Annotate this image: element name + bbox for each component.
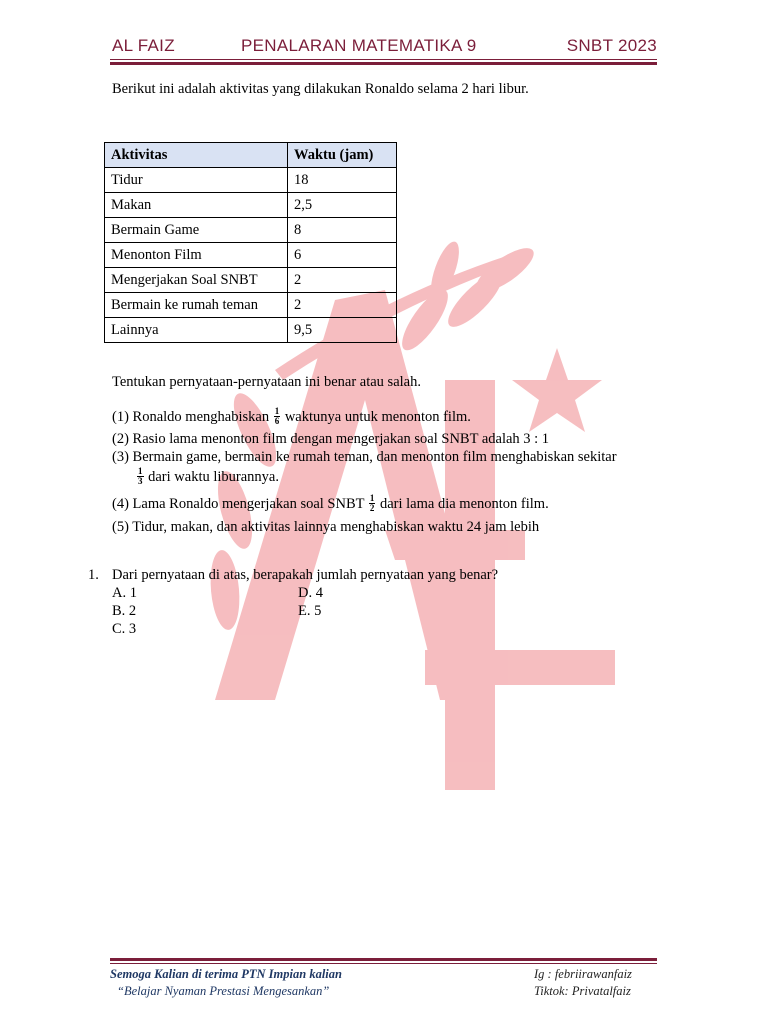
table-cell-activity: Mengerjakan Soal SNBT	[105, 268, 288, 293]
fraction: $\frac{1}{6}$	[274, 406, 280, 427]
instruction-text: Tentukan pernyataan-pernyataan ini benar atau salah.	[112, 374, 421, 390]
statement-text: Tidur, makan, dan aktivitas lainnya menghabiskan waktu 24 jam lebih	[132, 519, 540, 535]
intro-text: Berikut ini adalah aktivitas yang dilakukan Ronaldo selama 2 hari libur.	[112, 81, 529, 97]
header-title: PENALARAN MATEMATIKA 9	[241, 36, 477, 55]
statement-3	[112, 448, 617, 466]
question-text: Dari pernyataan di atas, berapakah jumlah pernyataan yang benar?	[112, 567, 499, 583]
table-header-time: Waktu (jam)	[288, 143, 397, 168]
page-header	[112, 34, 657, 58]
statement-number: (3)	[112, 449, 129, 465]
statement-text: dari lama dia menonton film.	[379, 496, 549, 512]
statement-5	[112, 518, 539, 536]
footer-rule-thin	[110, 963, 657, 964]
table-cell-activity: Bermain Game	[105, 218, 288, 243]
statement-text: dari waktu liburannya.	[148, 469, 279, 485]
option-e: E. 5	[298, 603, 322, 619]
footer-tiktok: Tiktok: Privatalfaiz	[534, 984, 631, 998]
header-rule-thin	[110, 59, 657, 60]
table-cell-time: 6	[288, 243, 397, 268]
statement-number: (4)	[112, 496, 129, 512]
footer-rule-thick	[110, 958, 657, 961]
table-cell-time: 2,5	[288, 193, 397, 218]
header-exam: SNBT 2023	[566, 36, 657, 55]
table-row	[105, 268, 397, 293]
option-a: A. 1	[112, 585, 137, 601]
statement-number: (5)	[112, 519, 129, 535]
table-cell-time: 2	[288, 293, 397, 318]
table-cell-activity: Menonton Film	[105, 243, 288, 268]
table-row	[105, 293, 397, 318]
table-cell-activity: Lainnya	[105, 318, 288, 343]
option-d: D. 4	[298, 585, 323, 601]
statement-text: Ronaldo menghabiskan	[132, 409, 270, 425]
statement-1	[112, 408, 471, 427]
footer-instagram: Ig : febriirawanfaiz	[534, 967, 632, 981]
statement-text: Lama Ronaldo mengerjakan soal SNBT	[132, 496, 365, 512]
option-b: B. 2	[112, 603, 137, 619]
table-header-activity: Aktivitas	[105, 143, 288, 168]
activity-table	[104, 142, 397, 343]
table-row	[105, 243, 397, 268]
table-row	[105, 318, 397, 343]
header-rule-thick	[110, 62, 657, 65]
statement-2	[112, 430, 549, 448]
table-row	[105, 193, 397, 218]
statement-number: (1)	[112, 409, 129, 425]
statement-text: waktunya untuk menonton film.	[284, 409, 471, 425]
footer-motto: “Belajar Nyaman Prestasi Mengesankan”	[117, 984, 330, 998]
table-row	[105, 218, 397, 243]
statement-3-cont	[136, 468, 279, 487]
table-cell-time: 18	[288, 168, 397, 193]
statement-text: Bermain game, bermain ke rumah teman, dan menonton film menghabiskan sekitar	[132, 449, 617, 465]
table-cell-activity: Tidur	[105, 168, 288, 193]
table-row	[105, 168, 397, 193]
statement-4	[112, 495, 549, 514]
table-cell-time: 9,5	[288, 318, 397, 343]
fraction: $\frac{1}{3}$	[138, 466, 143, 487]
table-cell-activity: Bermain ke rumah teman	[105, 293, 288, 318]
statement-number: (2)	[112, 431, 129, 447]
header-author: AL FAIZ	[112, 36, 175, 55]
table-cell-activity: Makan	[105, 193, 288, 218]
table-header-row	[105, 143, 397, 168]
statement-text: Rasio lama menonton film dengan mengerjakan soal SNBT adalah 3 : 1	[132, 431, 550, 447]
footer-slogan: Semoga Kalian di terima PTN Impian kalian	[110, 967, 342, 981]
question-number: 1.	[88, 567, 99, 583]
table-cell-time: 2	[288, 268, 397, 293]
fraction: $\frac{1}{2}$	[369, 493, 375, 514]
option-c: C. 3	[112, 621, 137, 637]
table-cell-time: 8	[288, 218, 397, 243]
